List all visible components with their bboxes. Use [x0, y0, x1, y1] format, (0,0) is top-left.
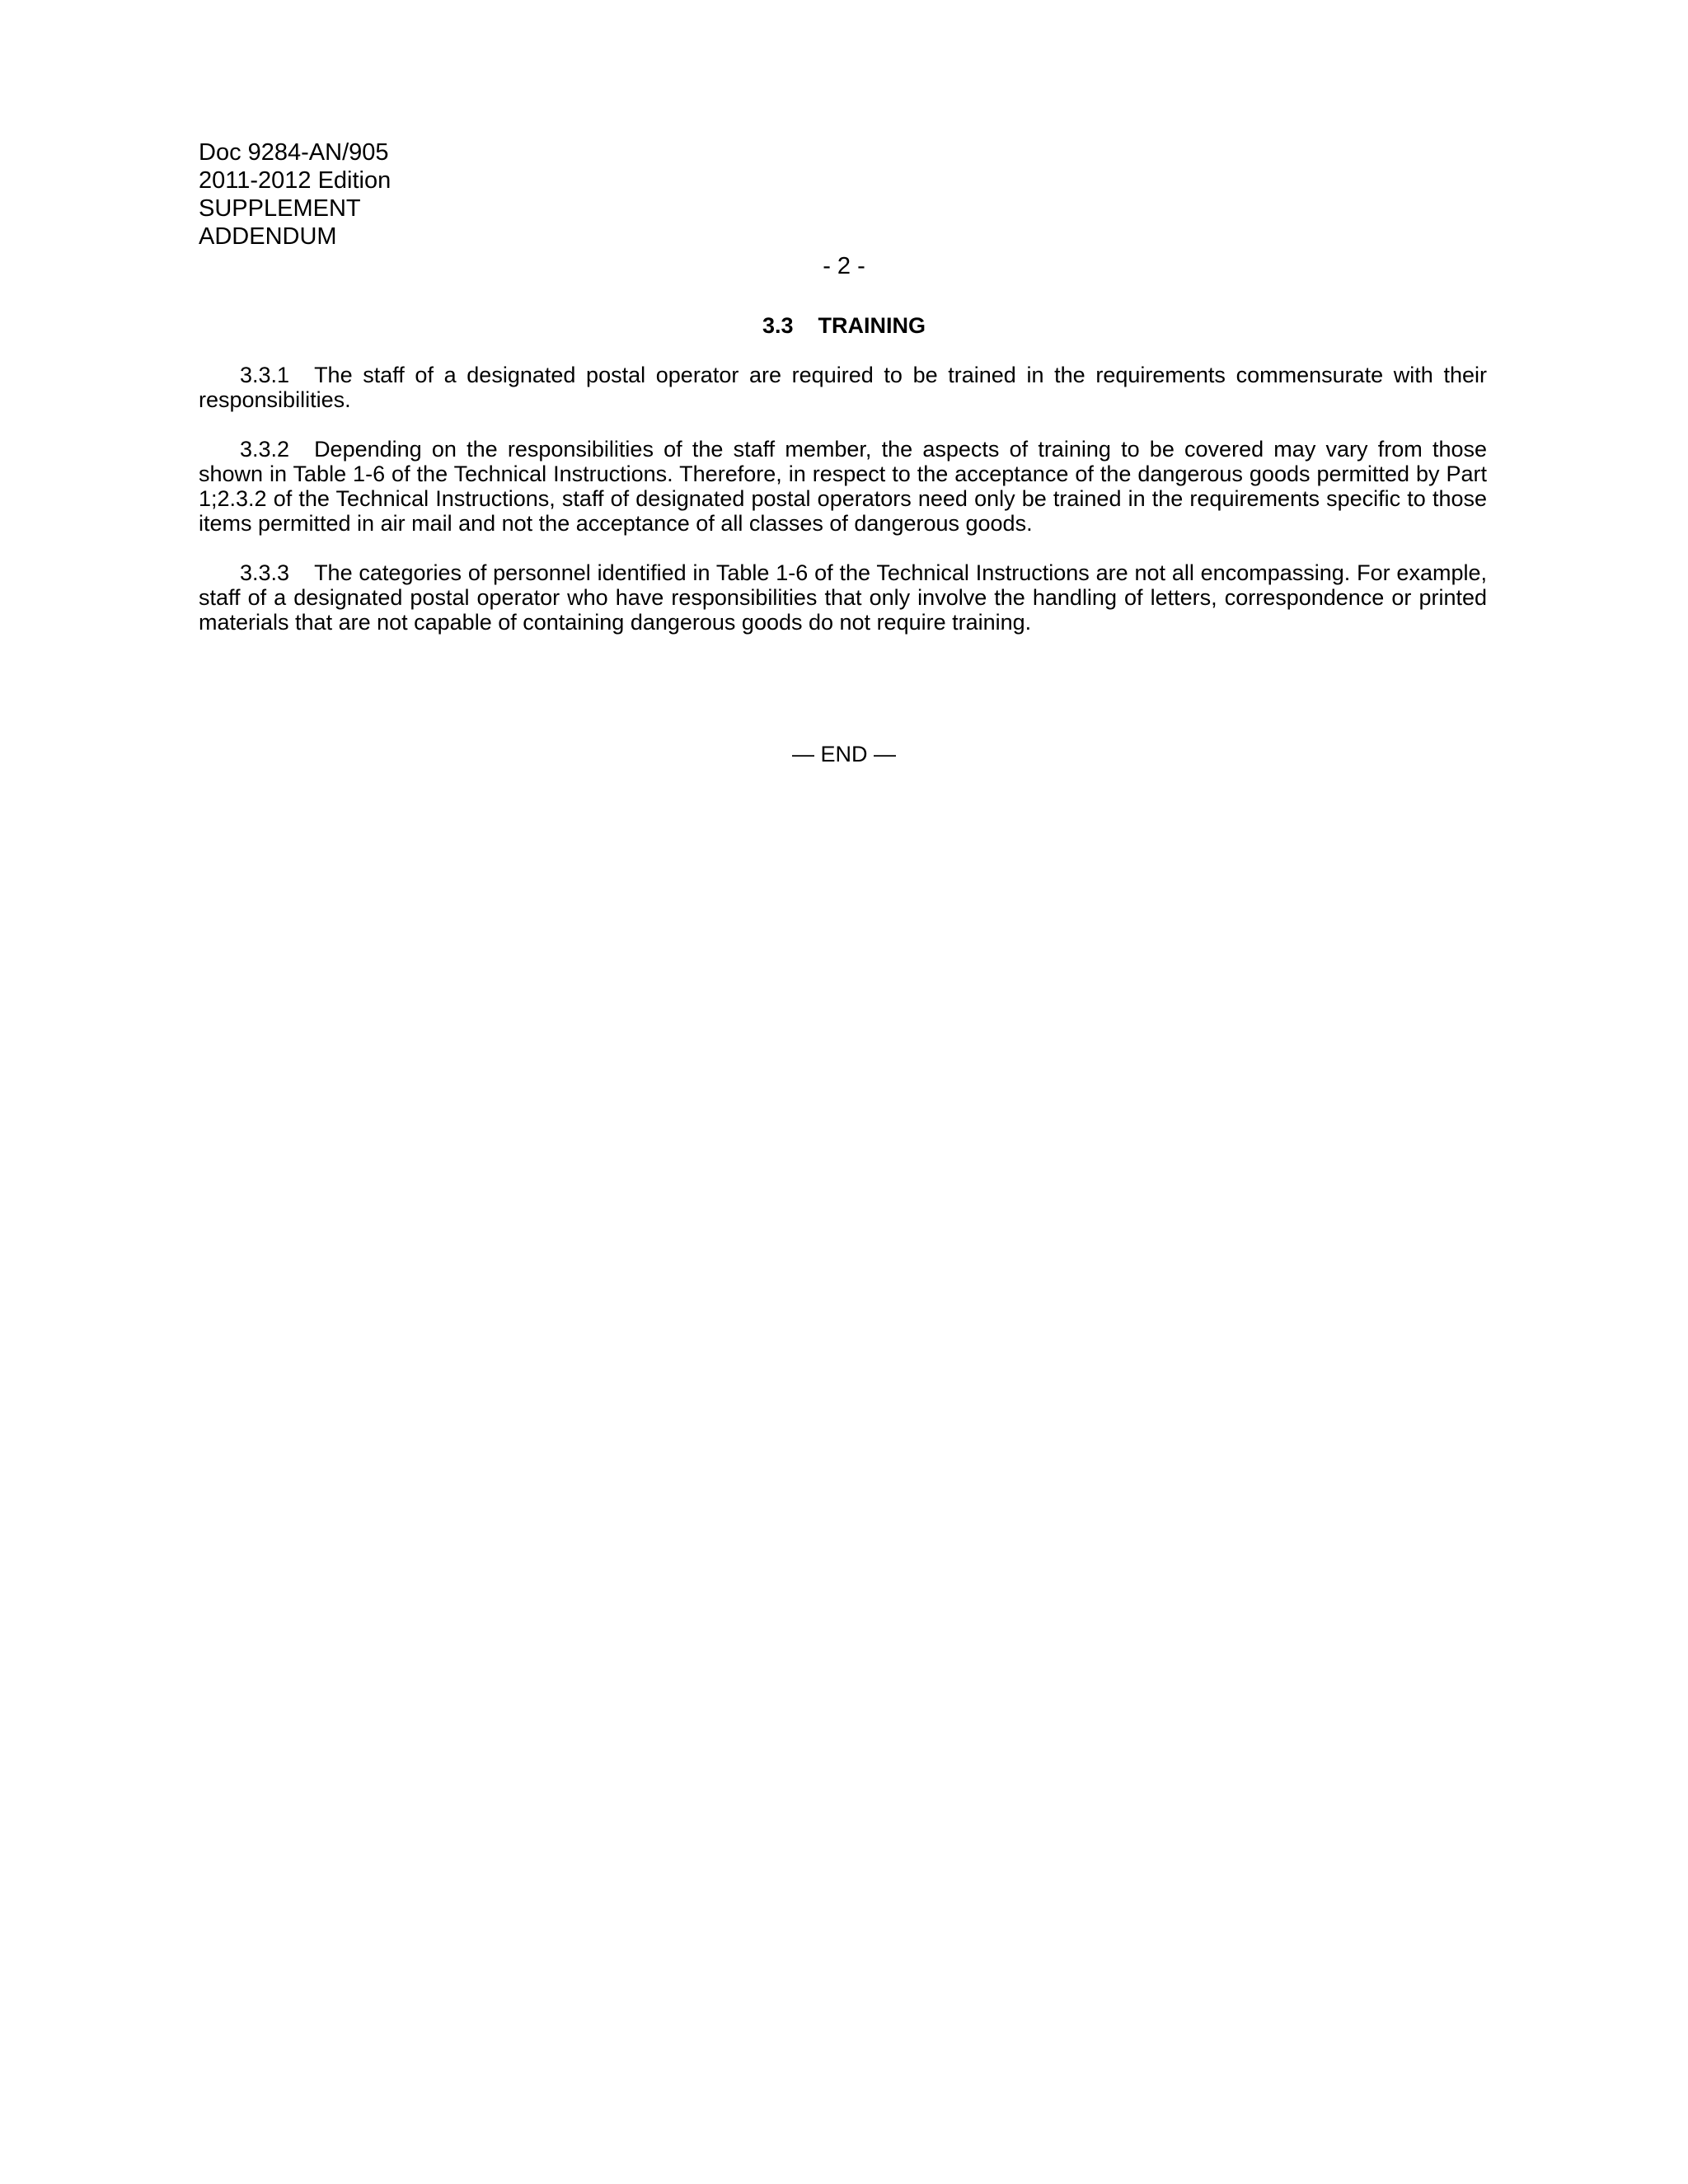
paragraph-text: Depending on the responsibilities of the staff member, the aspects of training to be covered may vary from those shown in Table 1-6 of the Technical Instructions. Therefore, in respect to the acceptance of the dangerous goods permitted by Part 1;2.3.2 of the Technical Instructions, staff of designated postal operators need only be trained in the requirements specific to those items permitted in air mail and not the acceptance of all classes of dangerous goods.: [199, 437, 1487, 536]
paragraph-number: 3.3.2: [240, 437, 290, 462]
paragraph-text: The staff of a designated postal operator are required to be trained in the requirements commensurate with their responsibilities.: [199, 363, 1487, 412]
body-text: [199, 363, 1487, 659]
paragraph-number: 3.3.1: [240, 363, 290, 387]
addendum-label: ADDENDUM: [199, 223, 337, 250]
paragraph: [199, 560, 1487, 635]
supplement-label: SUPPLEMENT: [199, 195, 361, 222]
section-title: TRAINING: [818, 313, 926, 338]
doc-number: Doc 9284-AN/905: [199, 139, 389, 166]
section-heading: [0, 312, 1688, 340]
paragraph-text: The categories of personnel identified in Table 1-6 of the Technical Instructions are not all encompassing. For example, staff of a designated postal operator who have responsibilities that only involve the handling of letters, correspondence or printed materials that are not capable of containing dangerous goods do not require training.: [199, 560, 1487, 635]
document-header: [199, 138, 391, 251]
edition: 2011-2012 Edition: [199, 167, 392, 194]
end-mark: — END —: [791, 742, 896, 766]
paragraph: [199, 363, 1487, 412]
section-number: 3.3: [762, 313, 794, 338]
page-number: - 2 -: [823, 253, 865, 279]
paragraph: [199, 437, 1487, 536]
paragraph-number: 3.3.3: [240, 560, 290, 585]
